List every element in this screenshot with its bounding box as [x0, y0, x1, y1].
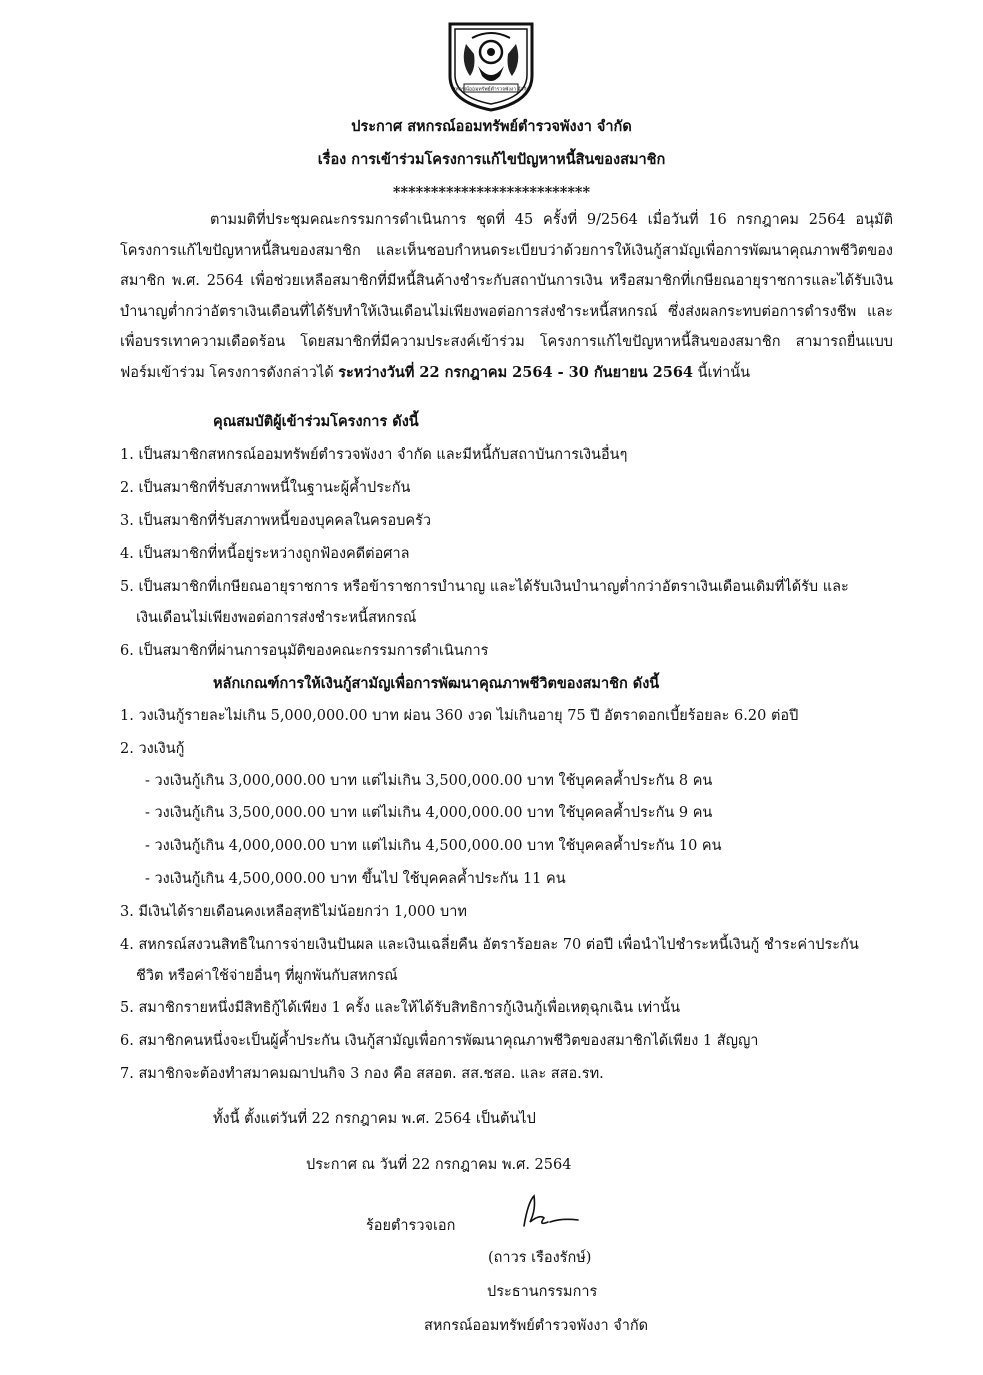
- criteria-item-continuation: ชีวิต หรือค่าใช้จ่ายอื่นๆ ที่ผูกพันกับสหกรณ์: [136, 968, 398, 984]
- qualifications-heading: คุณสมบัติผู้เข้าร่วมโครงการ ดังนี้: [213, 413, 419, 430]
- qualification-item: 2. เป็นสมาชิกที่รับสภาพหนี้ในฐานะผู้ค้ำประกัน: [120, 480, 411, 496]
- criteria-item: 6. สมาชิกคนหนึ่งจะเป็นผู้ค้ำประกัน เงินกู้สามัญเพื่อการพัฒนาคุณภาพชีวิตของสมาชิกได้เพียง 1 สัญญา: [120, 1033, 759, 1049]
- qualification-item: 3. เป็นสมาชิกที่รับสภาพหนี้ของบุคคลในครอบครัว: [120, 513, 432, 529]
- signer-position: ประธานกรรมการ: [487, 1284, 598, 1300]
- criteria-heading: หลักเกณฑ์การให้เงินกู้สามัญเพื่อการพัฒนาคุณภาพชีวิตของสมาชิก ดังนี้: [213, 675, 660, 692]
- qualification-item: 5. เป็นสมาชิกที่เกษียณอายุราชการ หรือข้าราชการบำนาญ และได้รับเงินบำนาญต่ำกว่าอัตราเงินเดือนเดิมที่ได้รับ และ: [120, 579, 849, 595]
- loan-tier: - วงเงินกู้เกิน 3,500,000.00 บาท แต่ไม่เกิน 4,000,000.00 บาท ใช้บุคคลค้ำประกัน 9 คน: [145, 805, 713, 821]
- criteria-item: 4. สหกรณ์สงวนสิทธิในการจ่ายเงินปันผล และเงินเฉลี่ยคืน อัตราร้อยละ 70 ต่อปี เพื่อนำไปชำระหนี้เงินกู้ ชำระค่าประกัน: [120, 937, 859, 953]
- loan-tier: - วงเงินกู้เกิน 3,000,000.00 บาท แต่ไม่เกิน 3,500,000.00 บาท ใช้บุคคลค้ำประกัน 8 คน: [145, 773, 713, 789]
- police-cooperative-emblem-icon: [442, 14, 540, 112]
- criteria-item: 1. วงเงินกู้รายละไม่เกิน 5,000,000.00 บาท ผ่อน 360 งวด ไม่เกินอายุ 75 ปี อัตราดอกเบี้ยร้อยละ 6.20 ต่อปี: [120, 708, 799, 724]
- loan-tier: - วงเงินกู้เกิน 4,500,000.00 บาท ขึ้นไป ใช้บุคคลค้ำประกัน 11 คน: [145, 871, 566, 887]
- signer-rank: ร้อยตำรวจเอก: [366, 1218, 456, 1234]
- intro-tail: นี้เท่านั้น: [693, 364, 751, 381]
- intro-period: ระหว่างวันที่ 22 กรกฎาคม 2564 - 30 กันยายน 2564: [338, 363, 694, 381]
- signer-organization: สหกรณ์ออมทรัพย์ตำรวจพังงา จำกัด: [424, 1318, 649, 1334]
- announcement-subject: เรื่อง การเข้าร่วมโครงการแก้ไขปัญหาหนี้สินของสมาชิก: [317, 151, 666, 168]
- announcement-title: ประกาศ สหกรณ์ออมทรัพย์ตำรวจพังงา จำกัด: [351, 118, 632, 135]
- signer-name: (ถาวร เรืองรักษ์): [488, 1250, 592, 1266]
- emblem-caption: สหกรณ์ออมทรัพย์ตำรวจพังงา จำกัด: [452, 86, 530, 93]
- intro-text: ตามมติที่ประชุมคณะกรรมการดำเนินการ ชุดที่ 45 ครั้งที่ 9/2564 เมื่อวันที่ 16 กรกฎาคม 2564 อนุมัติโครงการแก้ไขปัญหาหนี้สินของสมาชิก และเห็นชอบกำหนดระเบียบว่าด้วยการให้เงินกู้สามัญเพื่อการพัฒนาคุณภาพชีวิตของสมาชิก พ.ศ. 2564 เพื่อช่วยเหลือสมาชิกที่มีหนี้สินค้างชำระกับสถาบันการเงิน หรือสมาชิกที่เกษียณอายุราชการและได้รับเงินบำนาญต่ำกว่าอัตราเงินเดือนที่ได้รับทำให้เงินเดือนไม่เพียงพอต่อการส่งชำระหนี้สหกรณ์ ซึ่งส่งผลกระทบต่อการดำรงชีพ และเพื่อบรรเทาความเดือดร้อน โดยสมาชิกที่มีความประสงค์เข้าร่วม โครงการแก้ไขปัญหาหนี้สินของสมาชิก สามารถยื่นแบบฟอร์มเข้าร่วม โครงการดังกล่าวได้: [120, 212, 893, 381]
- criteria-item: 7. สมาชิกจะต้องทำสมาคมฌาปนกิจ 3 กอง คือ สสอต. สส.ชสอ. และ สสอ.รท.: [120, 1066, 604, 1082]
- loan-tier: - วงเงินกู้เกิน 4,000,000.00 บาท แต่ไม่เกิน 4,500,000.00 บาท ใช้บุคคลค้ำประกัน 10 คน: [145, 838, 722, 854]
- criteria-item: 5. สมาชิกรายหนึ่งมีสิทธิกู้ได้เพียง 1 ครั้ง และให้ได้รับสิทธิการกู้เงินกู้เพื่อเหตุฉุกเฉิน เท่านั้น: [120, 1000, 681, 1016]
- announcement-date: ประกาศ ณ วันที่ 22 กรกฎาคม พ.ศ. 2564: [306, 1157, 572, 1173]
- criteria-item: 2. วงเงินกู้: [120, 741, 185, 757]
- handwritten-signature: [514, 1192, 584, 1232]
- qualification-item: 1. เป็นสมาชิกสหกรณ์ออมทรัพย์ตำรวจพังงา จำกัด และมีหนี้กับสถาบันการเงินอื่นๆ: [120, 447, 628, 463]
- header-divider-stars: **************************: [392, 184, 591, 201]
- intro-paragraph: [120, 205, 893, 388]
- qualification-item: 4. เป็นสมาชิกที่หนี้อยู่ระหว่างถูกฟ้องคดีต่อศาล: [120, 546, 410, 562]
- qualification-item-continuation: เงินเดือนไม่เพียงพอต่อการส่งชำระหนี้สหกรณ์: [136, 610, 417, 626]
- qualification-item: 6. เป็นสมาชิกที่ผ่านการอนุมัติของคณะกรรมการดำเนินการ: [120, 643, 489, 659]
- criteria-item: 3. มีเงินได้รายเดือนคงเหลือสุทธิไม่น้อยกว่า 1,000 บาท: [120, 904, 467, 920]
- effective-date: ทั้งนี้ ตั้งแต่วันที่ 22 กรกฎาคม พ.ศ. 2564 เป็นต้นไป: [213, 1111, 536, 1127]
